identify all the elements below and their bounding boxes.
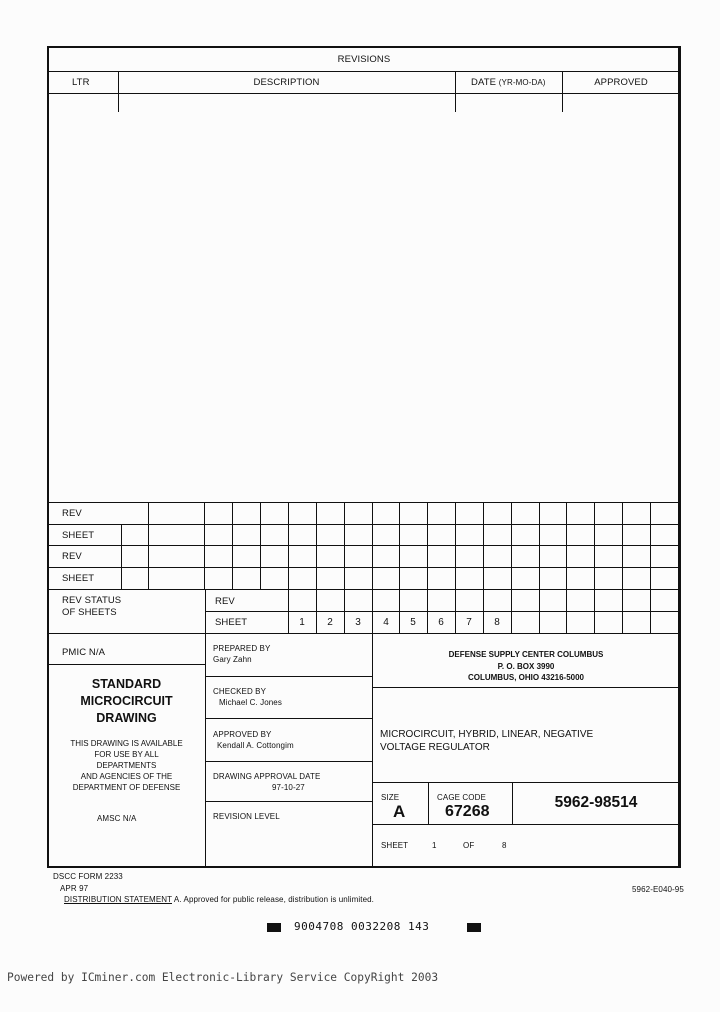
drawing-title-line: MICROCIRCUIT, HYBRID, LINEAR, NEGATIVE (380, 729, 594, 740)
form-number: DSCC FORM 2233 (53, 872, 123, 881)
divider (48, 664, 205, 665)
column-ltr: LTR (72, 77, 90, 88)
grid-row-label-sheet: SHEET (62, 530, 95, 541)
drawing-title-line: VOLTAGE REGULATOR (380, 742, 490, 753)
drawing-title (380, 728, 593, 754)
checked-by-label: CHECKED BY (213, 687, 267, 696)
powered-by-footer: Powered by ICminer.com Electronic-Library Service CopyRight 2003 (7, 971, 439, 984)
agency-name: DEFENSE SUPPLY CENTER COLUMBUS (448, 650, 604, 659)
of-label: OF (463, 841, 475, 850)
divider (455, 72, 456, 112)
approved-by-label: APPROVED BY (213, 730, 272, 739)
barcode-block-icon (267, 923, 281, 932)
revision-level-label: REVISION LEVEL (213, 812, 280, 821)
rev-label: REV (215, 596, 235, 607)
cage-code-value: 67268 (445, 803, 490, 820)
grid-row-label-rev: REV (62, 551, 82, 562)
divider (205, 676, 372, 677)
standard-microcircuit-drawing-title (48, 676, 205, 727)
sheet-number: 2 (327, 617, 333, 628)
agency-city: COLUMBUS, OHIO 43216-5000 (467, 673, 585, 682)
sheet-label: SHEET (215, 617, 248, 628)
barcode-text: 9004708 0032208 143 (294, 920, 430, 933)
availability-statement (48, 738, 205, 793)
drawing-number: 5962-98514 (554, 794, 638, 811)
availability-line: THIS DRAWING IS AVAILABLE (70, 739, 183, 748)
sheet-label: SHEET (381, 841, 409, 850)
availability-line: DEPARTMENTS (96, 761, 157, 770)
distribution-text: A. Approved for public release, distribution is unlimited. (171, 895, 374, 904)
divider (48, 633, 680, 634)
pmic-label: PMIC N/A (62, 647, 106, 658)
availability-line: FOR USE BY ALL (94, 750, 159, 759)
sheet-number: 8 (494, 617, 500, 628)
cage-code-label: CAGE CODE (437, 793, 486, 802)
sheet-number: 6 (438, 617, 444, 628)
sheet-number: 7 (466, 617, 472, 628)
rev-status-label-2: OF SHEETS (62, 607, 117, 618)
sheet-number: 4 (383, 617, 389, 628)
divider (372, 782, 680, 783)
prepared-by-label: PREPARED BY (213, 644, 271, 653)
divider (205, 633, 206, 867)
form-date: APR 97 (60, 884, 89, 893)
prepared-by-name: Gary Zahn (213, 655, 252, 664)
rev-status-label: REV STATUS (62, 595, 122, 606)
availability-line: AND AGENCIES OF THE (80, 772, 173, 781)
approval-date: 97-10-27 (272, 783, 305, 792)
size-value: A (393, 802, 406, 821)
agency-address (372, 649, 680, 684)
revisions-title: REVISIONS (337, 54, 391, 65)
column-description: DESCRIPTION (253, 77, 320, 88)
barcode-block-icon (467, 923, 481, 932)
date-label: DATE (471, 77, 497, 88)
title-line: MICROCIRCUIT (80, 694, 173, 708)
divider (48, 93, 680, 94)
distribution-label: DISTRIBUTION STATEMENT (64, 895, 172, 904)
approval-date-label: DRAWING APPROVAL DATE (213, 772, 321, 781)
agency-po-box: P. O. BOX 3990 (497, 661, 555, 671)
sheet-number: 1 (299, 617, 305, 628)
size-label: SIZE (381, 793, 400, 802)
divider (205, 801, 372, 802)
divider (205, 761, 372, 762)
date-format: (YR-MO-DA) (498, 78, 546, 87)
title-line: DRAWING (96, 711, 157, 725)
amsc-label: AMSC N/A (97, 814, 137, 823)
divider (372, 824, 680, 825)
document-code: 5962-E040-95 (632, 885, 684, 894)
title-line: STANDARD (91, 677, 162, 691)
sheet-number-current: 1 (432, 841, 437, 850)
divider (205, 611, 680, 612)
sheet-number: 3 (355, 617, 361, 628)
divider (48, 71, 680, 72)
grid-row-label-sheet: SHEET (62, 573, 95, 584)
divider (372, 687, 680, 688)
divider (205, 718, 372, 719)
checked-by-name: Michael C. Jones (219, 698, 282, 707)
column-date (471, 77, 546, 88)
sheet-number: 5 (410, 617, 416, 628)
divider (428, 782, 429, 824)
distribution-statement (64, 895, 374, 904)
total-sheets: 8 (502, 841, 507, 850)
column-approved: APPROVED (594, 77, 648, 88)
approved-by-name: Kendall A. Cottongim (217, 741, 294, 750)
availability-line: DEPARTMENT OF DEFENSE (72, 783, 181, 792)
grid-row-label-rev: REV (62, 508, 82, 519)
